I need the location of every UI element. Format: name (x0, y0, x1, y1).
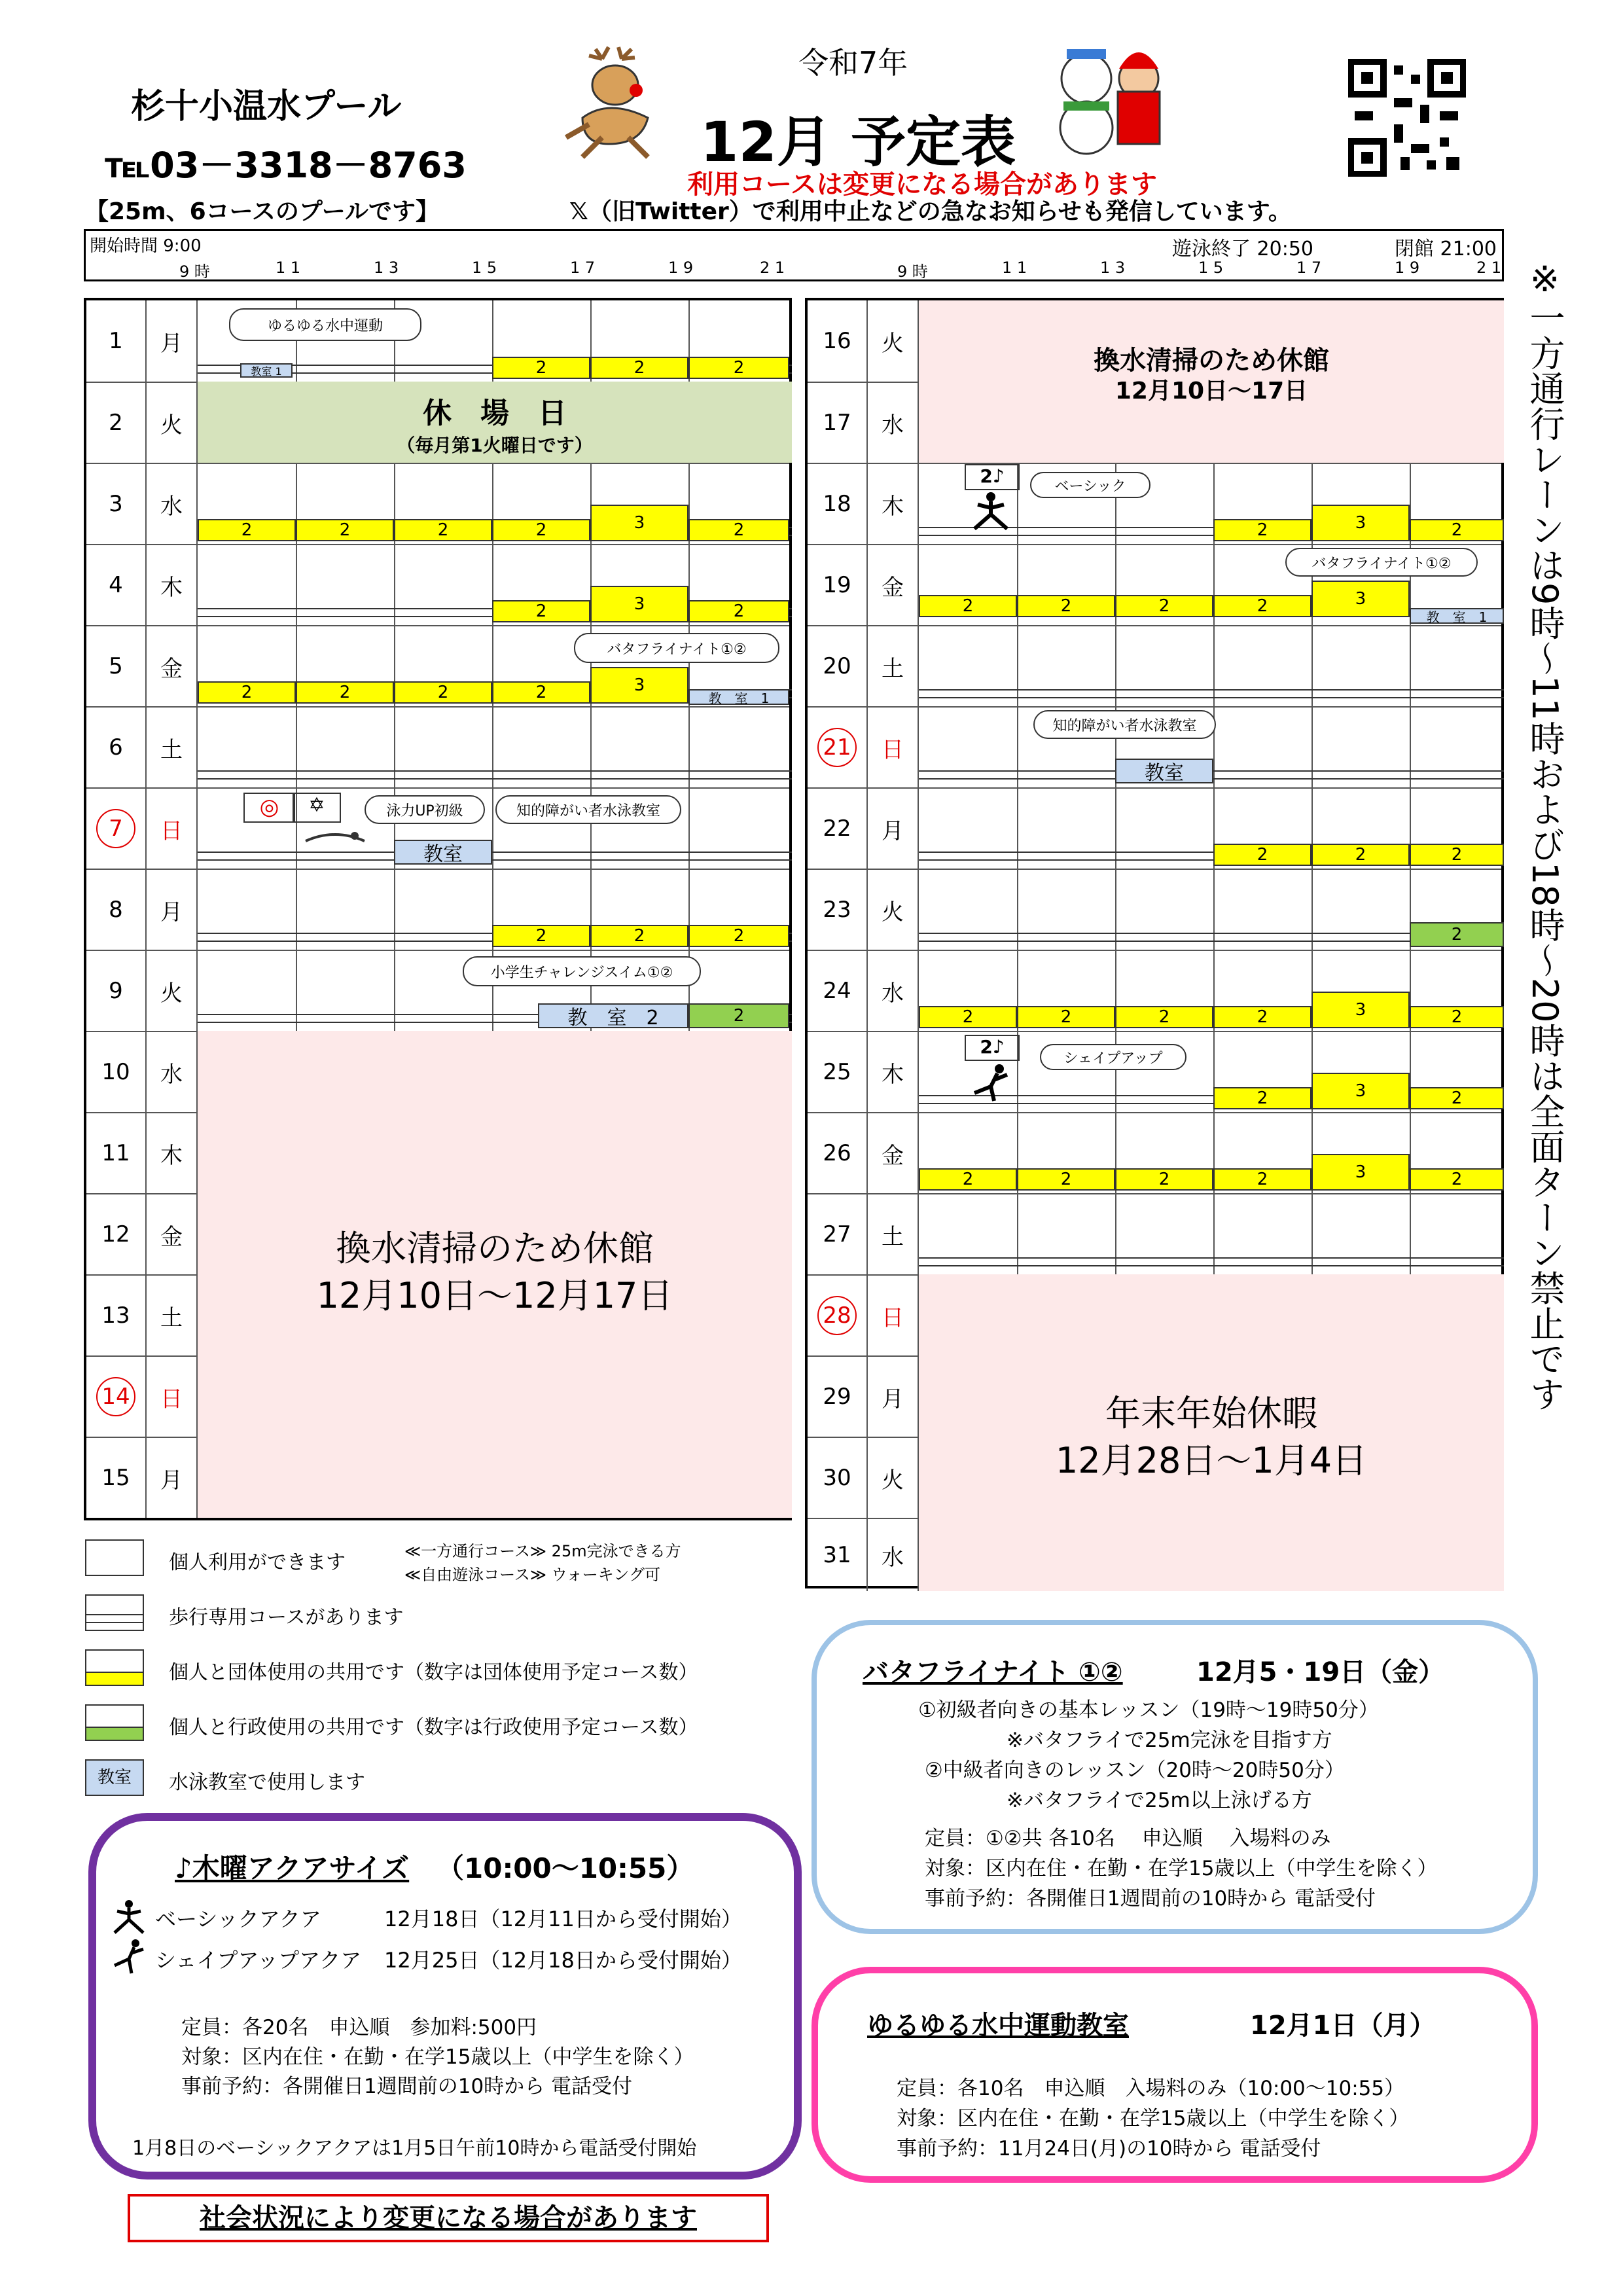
group-lane: 2 (1213, 519, 1311, 541)
tick-label: 9 時 (897, 262, 928, 281)
tick-label: 1 7 (1296, 259, 1322, 277)
day-number: 19 (808, 545, 868, 625)
tick-label: 2 1 (760, 259, 785, 277)
day-number: 10 (86, 1032, 147, 1112)
group-lane: 2 (1115, 1168, 1213, 1191)
closed-title: 換水清掃のため休館 (336, 1228, 654, 1269)
group-lane: 2 (1311, 844, 1410, 866)
group-lane: 2 (1213, 1087, 1311, 1109)
yuruyuru-bubble: ゆるゆる水中運動 (229, 308, 421, 341)
day-number: 13 (86, 1276, 147, 1355)
shape-bubble: シェイプアップ (1040, 1044, 1186, 1070)
weekday-holiday: 日 (868, 708, 919, 787)
swim-end-time: 遊泳終了 20:50 (1172, 238, 1313, 260)
yuruyuru-target: 対象：区内在住・在勤・在学15歳以上（中学生を除く） (897, 2107, 1410, 2130)
day-number: 11 (86, 1113, 147, 1193)
pool-info: 【25m、6コースのプールです】 (85, 198, 440, 225)
day-number: 15 (86, 1438, 147, 1518)
weekday: 月 (868, 789, 919, 869)
chiteki-bubble: 知的障がい者水泳教室 (1033, 710, 1216, 739)
group-lane: 2 (590, 357, 688, 379)
group-lane: 2 (1410, 1087, 1504, 1109)
butterfly-bubble: バタフライナイト①② (1285, 548, 1478, 577)
day-number: 4 (86, 545, 147, 625)
tick-label: 2 1 (1476, 259, 1502, 277)
yuruyuru-reservation: 事前予約：11月24日(月)の10時から 電話受付 (897, 2137, 1321, 2161)
weekday: 月 (147, 1438, 198, 1518)
close-time: 閉館 21:00 (1395, 238, 1497, 260)
day-number: 18 (808, 464, 868, 544)
exercise-figure-icon (968, 492, 1014, 531)
new-year-dates: 12月28日～1月4日 (1055, 1440, 1368, 1481)
open-time: 開始時間 9:00 (90, 236, 202, 256)
group-lane: 3 (590, 586, 688, 622)
basic-bubble: ベーシック (1030, 472, 1150, 498)
butterfly-line: ※バタフライで25m完泳を目指す方 (1007, 1729, 1332, 1752)
weekday-holiday: 日 (868, 1276, 919, 1355)
aqua-target: 対象：区内在住・在勤・在学15歳以上（中学生を除く） (181, 2045, 694, 2069)
yuruyuru-capacity: 定員：各10名 申込順 入場料のみ（10:00～10:55） (897, 2077, 1405, 2100)
legend-text: 歩行専用コースがあります (169, 1606, 404, 1629)
closed-dates: 12月10日～17日 (1115, 378, 1308, 404)
kyoshitsu-block: 教室 (394, 840, 492, 865)
closed-block-left (198, 1031, 792, 1518)
weekday: 水 (147, 1032, 198, 1112)
group-lane: 2 (1410, 844, 1504, 866)
group-lane: 2 (1213, 844, 1311, 866)
weekday: 火 (868, 870, 919, 950)
weekday: 金 (147, 1194, 198, 1274)
chiteki-bubble: 知的障がい者水泳教室 (495, 795, 681, 824)
two-note-box: 2♪ (965, 1035, 1020, 1061)
day-number: 27 (808, 1194, 868, 1274)
aqua-time: （10:00～10:55） (437, 1852, 694, 1884)
weekday: 水 (868, 951, 919, 1031)
aqua-capacity: 定員：各20名 申込順 参加料:500円 (181, 2016, 537, 2039)
day-number-holiday: 14 (86, 1357, 147, 1437)
butterfly-reservation: 事前予約：各開催日1週間前の10時から 電話受付 (925, 1887, 1376, 1910)
group-lane: 2 (1410, 1168, 1504, 1191)
weekday: 火 (868, 300, 919, 382)
two-note-box: 2♪ (965, 464, 1020, 490)
yuruyuru-date: 12月1日（月） (1250, 2011, 1436, 2041)
butterfly-bubble: バタフライナイト①② (574, 633, 779, 663)
yuruyuru-panel (812, 1967, 1538, 2183)
day-number: 30 (808, 1438, 868, 1518)
group-lane: 2 (1115, 1006, 1213, 1028)
aqua-panel (88, 1813, 802, 2179)
basic-name: ベーシックアクア (155, 1907, 321, 1931)
yuruyuru-title: ゆるゆる水中運動教室 (867, 2011, 1129, 2041)
group-lane: 2 (688, 600, 789, 622)
group-lane: 2 (919, 595, 1017, 617)
facility-name: 杉十小温水プール (131, 87, 402, 126)
tick-label: 1 9 (668, 259, 694, 277)
admin-lane: 2 (1410, 922, 1504, 947)
butterfly-date: 12月5・19日（金） (1196, 1657, 1445, 1687)
side-note: ※一方通行レーンは9時～11時および18時～20時は全面ターン禁止です (1524, 259, 1565, 1412)
group-lane: 3 (1311, 992, 1410, 1028)
group-lane: 2 (492, 357, 590, 379)
day-number: 20 (808, 626, 868, 706)
basic-figure-icon (109, 1899, 149, 1935)
time-bar (84, 229, 1504, 281)
group-lane: 2 (492, 600, 590, 622)
tick-label: 9 時 (179, 262, 210, 281)
day-number: 31 (808, 1519, 868, 1591)
legend-text: 個人と団体使用の共用です（数字は団体使用予定コース数） (169, 1661, 698, 1684)
day-number: 1 (86, 300, 147, 382)
kyoshitsu-1: 教 室 1 (1410, 608, 1504, 624)
butterfly-line: ※バタフライで25m以上泳げる方 (1007, 1789, 1312, 1812)
admin-lane: 2 (688, 1003, 789, 1028)
group-lane: 2 (198, 681, 296, 704)
group-lane: 2 (492, 681, 590, 704)
group-lane: 2 (1213, 1006, 1311, 1028)
tick-label: 1 1 (1002, 259, 1027, 277)
day-number: 5 (86, 626, 147, 706)
weekday: 土 (868, 1194, 919, 1274)
day-number: 17 (808, 383, 868, 463)
butterfly-target: 対象：区内在住・在勤・在学15歳以上（中学生を除く） (925, 1857, 1438, 1880)
era-year: 令和7年 (798, 45, 908, 81)
group-lane: 2 (296, 681, 394, 704)
legend-text: 個人利用ができます (169, 1551, 346, 1574)
shape-name: シェイプアップアクア (155, 1948, 362, 1973)
butterfly-title: バタフライナイト ①② (863, 1657, 1123, 1687)
day-number: 29 (808, 1357, 868, 1437)
day-number: 24 (808, 951, 868, 1031)
weekday: 金 (147, 626, 198, 706)
group-lane: 2 (492, 519, 590, 541)
day-number: 12 (86, 1194, 147, 1274)
aqua-note: 1月8日のベーシックアクアは1月5日午前10時から電話受付開始 (132, 2137, 697, 2160)
weekday: 月 (868, 1357, 919, 1437)
weekday: 水 (868, 1519, 919, 1591)
eiryoku-bubble: 泳力UP初級 (365, 795, 485, 824)
x-notice: 𝕏（旧Twitter）で利用中止などの急なお知らせも発信しています。 (569, 198, 1292, 225)
day-number: 3 (86, 464, 147, 544)
tick-label: 1 3 (1100, 259, 1126, 277)
shape-date: 12月25日（12月18日から受付開始） (384, 1948, 742, 1973)
hour-grid-right (919, 463, 1504, 1274)
closed-block-right (919, 300, 1504, 463)
group-lane: 2 (1410, 519, 1504, 541)
snowman-santa-icon (1041, 39, 1171, 157)
legend-swatch-walk (85, 1594, 144, 1631)
notice-red: 利用コースは変更になる場合があります (687, 170, 1157, 200)
group-lane: 2 (688, 925, 789, 947)
tick-label: 1 5 (1198, 259, 1224, 277)
weekday: 火 (868, 1438, 919, 1518)
legend-text: ≪一方通行コース≫ 25m完泳できる方 (404, 1542, 681, 1560)
kyoshitsu1-small: 教室 1 (240, 363, 293, 378)
page-title: 12月 予定表 (700, 110, 1016, 174)
weekday: 火 (147, 951, 198, 1031)
group-lane: 2 (919, 1006, 1017, 1028)
legend-swatch-group (85, 1649, 144, 1686)
group-lane: 3 (1311, 581, 1410, 617)
closed-day-label: 休 場 日 (423, 397, 567, 430)
group-lane: 2 (1017, 1006, 1115, 1028)
day-number: 16 (808, 300, 868, 382)
weekday: 木 (147, 545, 198, 625)
legend-text: ≪自由遊泳コース≫ ウォーキング可 (404, 1566, 660, 1584)
group-lane: 2 (590, 925, 688, 947)
exercise-figure-icon (968, 1064, 1014, 1103)
group-lane: 2 (1410, 1006, 1504, 1028)
closed-title: 換水清掃のため休館 (1094, 346, 1329, 376)
group-lane: 2 (1213, 595, 1311, 617)
weekday: 土 (868, 626, 919, 706)
weekday: 金 (868, 1113, 919, 1193)
day-number: 25 (808, 1032, 868, 1112)
legend-text: 水泳教室で使用します (169, 1771, 365, 1794)
footer-notice (128, 2194, 769, 2242)
new-year-title: 年末年始休暇 (1105, 1393, 1317, 1434)
group-lane: 2 (394, 519, 492, 541)
legend-text: 個人と行政使用の共用です（数字は行政使用予定コース数） (169, 1716, 698, 1739)
tick-label: 1 9 (1395, 259, 1420, 277)
group-lane: 2 (1213, 1168, 1311, 1191)
weekday: 金 (868, 545, 919, 625)
group-lane: 2 (1017, 1168, 1115, 1191)
day-number-holiday: 7 (86, 789, 147, 869)
tick-label: 1 3 (374, 259, 399, 277)
basic-date: 12月18日（12月11日から受付開始） (384, 1907, 742, 1931)
tick-label: 1 1 (276, 259, 301, 277)
group-lane: 2 (296, 519, 394, 541)
shogakusei-bubble: 小学生チャレンジスイム①② (463, 956, 701, 986)
weekday: 木 (147, 1113, 198, 1193)
group-lane: 2 (394, 681, 492, 704)
schedule-right (805, 298, 1504, 1588)
group-lane: 3 (590, 505, 688, 541)
group-lane: 2 (1115, 595, 1213, 617)
group-lane: 3 (590, 667, 688, 704)
day-number: 6 (86, 708, 147, 787)
group-lane: 2 (688, 519, 789, 541)
day-number: 2 (86, 383, 147, 463)
closed-dates: 12月10日～12月17日 (316, 1275, 673, 1316)
group-lane: 2 (492, 925, 590, 947)
day-number: 26 (808, 1113, 868, 1193)
day-number-holiday: 21 (808, 708, 868, 787)
day-number: 23 (808, 870, 868, 950)
weekday-holiday: 日 (147, 1357, 198, 1437)
reindeer-icon (563, 46, 681, 170)
day-number: 8 (86, 870, 147, 950)
group-lane: 2 (688, 357, 789, 379)
day-number: 9 (86, 951, 147, 1031)
double-circle-mark: ◎ (243, 793, 295, 823)
shape-figure-icon (109, 1939, 149, 1978)
weekday: 水 (868, 383, 919, 463)
closed-day-sub: （毎月第1火曜日です） (397, 435, 593, 456)
tick-label: 1 7 (570, 259, 596, 277)
kyoshitsu-1: 教 室 1 (688, 689, 789, 705)
kyoshitsu-2: 教 室 2 (538, 1003, 688, 1028)
butterfly-capacity: 定員：①②共 各10名 申込順 入場料のみ (925, 1827, 1331, 1850)
closed-day-block (198, 382, 792, 463)
legend-swatch-free (85, 1539, 144, 1576)
footer-text: 社会状況により変更になる場合があります (200, 2203, 697, 2233)
butterfly-line: ②中級者向きのレッスン（20時～20時50分） (925, 1759, 1345, 1782)
swimmer-icon (302, 828, 368, 848)
butterfly-line: ①初級者向きの基本レッスン（19時～19時50分） (918, 1698, 1379, 1722)
weekday: 月 (147, 870, 198, 950)
weekday: 木 (868, 1032, 919, 1112)
weekday: 月 (147, 300, 198, 382)
kyoshitsu-block: 教室 (1115, 759, 1213, 783)
qr-code-icon (1348, 59, 1466, 177)
group-lane: 2 (919, 1168, 1017, 1191)
schedule-left (84, 298, 792, 1520)
weekday: 火 (147, 383, 198, 463)
group-lane: 3 (1311, 1073, 1410, 1109)
day-number: 22 (808, 789, 868, 869)
star-mark: ✡ (293, 793, 341, 823)
group-lane: 3 (1311, 505, 1410, 541)
day-number-holiday: 28 (808, 1276, 868, 1355)
new-year-closed-block (919, 1274, 1504, 1591)
aqua-reservation: 事前予約：各開催日1週間前の10時から 電話受付 (181, 2075, 633, 2098)
weekday: 水 (147, 464, 198, 544)
weekday-holiday: 日 (147, 789, 198, 869)
weekday: 土 (147, 1276, 198, 1355)
group-lane: 2 (1017, 595, 1115, 617)
weekday: 土 (147, 708, 198, 787)
phone-number: ℡03－3318－8763 (105, 145, 467, 186)
weekday: 木 (868, 464, 919, 544)
group-lane: 2 (198, 519, 296, 541)
aqua-title: ♪木曜アクアサイズ (175, 1852, 410, 1884)
legend-swatch-admin (85, 1704, 144, 1741)
group-lane: 3 (1311, 1154, 1410, 1191)
butterfly-panel (812, 1620, 1538, 1934)
tick-label: 1 5 (472, 259, 497, 277)
legend-swatch-kyoshitsu: 教室 (85, 1759, 144, 1796)
